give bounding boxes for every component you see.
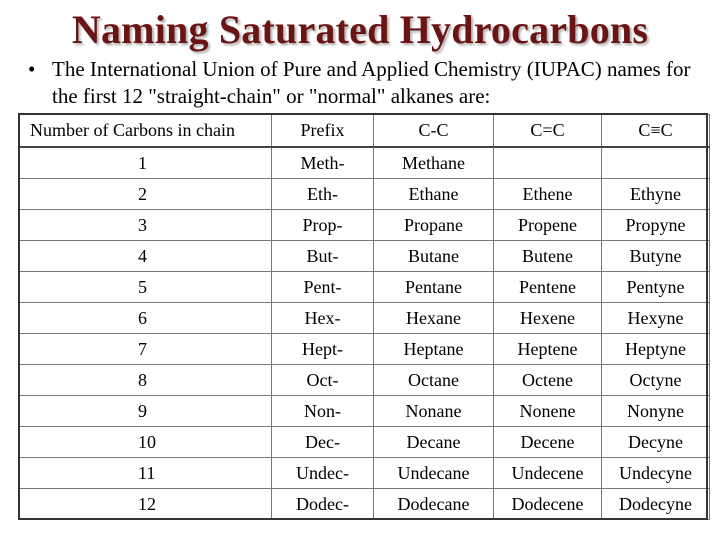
prefix-cell: But- <box>272 241 374 272</box>
prefix-cell: Oct- <box>272 365 374 396</box>
carbon-count-cell: 4 <box>20 241 272 272</box>
alkane-cell: Octane <box>374 365 494 396</box>
prefix-cell: Hept- <box>272 334 374 365</box>
carbon-count-cell: 2 <box>20 179 272 210</box>
alkene-cell: Undecene <box>494 458 602 489</box>
alkyne-cell: Butyne <box>602 241 710 272</box>
alkane-cell: Hexane <box>374 303 494 334</box>
alkyne-cell: Ethyne <box>602 179 710 210</box>
carbon-count-cell: 10 <box>20 427 272 458</box>
prefix-cell: Non- <box>272 396 374 427</box>
table-header-row <box>20 115 710 148</box>
alkane-cell: Butane <box>374 241 494 272</box>
alkene-cell <box>494 147 602 179</box>
alkene-cell: Hexene <box>494 303 602 334</box>
alkane-cell: Undecane <box>374 458 494 489</box>
table-row <box>20 241 710 272</box>
alkyne-cell: Undecyne <box>602 458 710 489</box>
carbon-count-cell: 12 <box>20 489 272 520</box>
alkyne-cell: Octyne <box>602 365 710 396</box>
alkyne-cell: Nonyne <box>602 396 710 427</box>
table-row <box>20 179 710 210</box>
prefix-cell: Undec- <box>272 458 374 489</box>
alkyne-cell: Pentyne <box>602 272 710 303</box>
alkene-cell: Octene <box>494 365 602 396</box>
carbon-count-cell: 7 <box>20 334 272 365</box>
prefix-cell: Hex- <box>272 303 374 334</box>
alkene-cell: Ethene <box>494 179 602 210</box>
prefix-cell: Eth- <box>272 179 374 210</box>
table-row <box>20 489 710 520</box>
carbon-count-cell: 5 <box>20 272 272 303</box>
table-row <box>20 365 710 396</box>
alkene-cell: Pentene <box>494 272 602 303</box>
table-row <box>20 147 710 179</box>
table-row <box>20 458 710 489</box>
table-row <box>20 334 710 365</box>
alkane-cell: Heptane <box>374 334 494 365</box>
alkane-cell: Pentane <box>374 272 494 303</box>
alkane-cell: Nonane <box>374 396 494 427</box>
table-row <box>20 303 710 334</box>
carbon-count-cell: 8 <box>20 365 272 396</box>
header-carbon-count: Number of Carbons in chain <box>20 115 272 148</box>
alkyne-cell: Heptyne <box>602 334 710 365</box>
header-prefix: Prefix <box>272 115 374 148</box>
prefix-cell: Prop- <box>272 210 374 241</box>
carbon-count-cell: 9 <box>20 396 272 427</box>
carbon-count-cell: 11 <box>20 458 272 489</box>
header-triple-bond: C≡C <box>602 115 710 148</box>
table-row <box>20 427 710 458</box>
alkane-cell: Decane <box>374 427 494 458</box>
carbon-count-cell: 1 <box>20 147 272 179</box>
alkyne-cell: Decyne <box>602 427 710 458</box>
carbon-count-cell: 6 <box>20 303 272 334</box>
alkene-cell: Heptene <box>494 334 602 365</box>
alkene-cell: Nonene <box>494 396 602 427</box>
alkyne-cell: Hexyne <box>602 303 710 334</box>
prefix-cell: Dec- <box>272 427 374 458</box>
alkyne-cell: Dodecyne <box>602 489 710 520</box>
bullet-text: The International Union of Pure and Applied Chemistry (IUPAC) names for the first 12 "straight-chain" or "normal" alkanes are: <box>52 57 691 108</box>
alkene-cell: Butene <box>494 241 602 272</box>
prefix-cell: Pent- <box>272 272 374 303</box>
alkane-cell: Dodecane <box>374 489 494 520</box>
bullet-paragraph <box>28 56 708 110</box>
alkane-cell: Propane <box>374 210 494 241</box>
header-single-bond: C-C <box>374 115 494 148</box>
header-double-bond: C=C <box>494 115 602 148</box>
alkene-cell: Dodecene <box>494 489 602 520</box>
slide-title: Naming Saturated Hydrocarbons <box>71 7 649 52</box>
prefix-cell: Meth- <box>272 147 374 179</box>
alkene-cell: Decene <box>494 427 602 458</box>
alkane-cell: Ethane <box>374 179 494 210</box>
bullet-icon: • <box>28 57 36 81</box>
alkane-names-table <box>19 114 710 520</box>
alkyne-cell <box>602 147 710 179</box>
alkene-cell: Propene <box>494 210 602 241</box>
prefix-cell: Dodec- <box>272 489 374 520</box>
table-row <box>20 210 710 241</box>
table-row <box>20 396 710 427</box>
table-row <box>20 272 710 303</box>
carbon-count-cell: 3 <box>20 210 272 241</box>
alkyne-cell: Propyne <box>602 210 710 241</box>
alkane-cell: Methane <box>374 147 494 179</box>
